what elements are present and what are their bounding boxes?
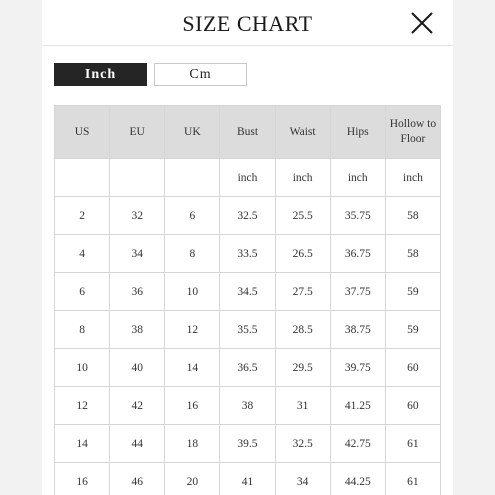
table-row — [55, 273, 441, 311]
unit-cell: inch — [220, 159, 275, 197]
table-row — [55, 197, 441, 235]
table-cell: 46 — [110, 463, 165, 495]
table-cell: 42 — [110, 387, 165, 425]
table-cell: 39.5 — [220, 425, 275, 463]
table-cell: 44.25 — [330, 463, 385, 495]
table-row — [55, 349, 441, 387]
table-cell: 37.75 — [330, 273, 385, 311]
table-cell: 42.75 — [330, 425, 385, 463]
table-cell: 58 — [385, 235, 440, 273]
table-cell: 59 — [385, 273, 440, 311]
table-cell: 16 — [165, 387, 220, 425]
unit-cell: inch — [385, 159, 440, 197]
inch-unit-button[interactable]: Inch — [54, 63, 147, 86]
table-row — [55, 235, 441, 273]
table-cell: 60 — [385, 349, 440, 387]
header-divider — [42, 45, 453, 46]
table-cell: 32.5 — [220, 197, 275, 235]
table-cell: 38 — [220, 387, 275, 425]
table-header-row — [55, 106, 441, 159]
table-cell: 44 — [110, 425, 165, 463]
table-cell: 34.5 — [220, 273, 275, 311]
table-cell: 34 — [110, 235, 165, 273]
table-cell: 20 — [165, 463, 220, 495]
table-cell: 28.5 — [275, 311, 330, 349]
column-header-hollow-to-floor: Hollow to Floor — [385, 106, 440, 159]
table-cell: 12 — [55, 387, 110, 425]
table-cell: 38 — [110, 311, 165, 349]
table-cell: 60 — [385, 387, 440, 425]
table-cell: 14 — [55, 425, 110, 463]
column-header-uk: UK — [165, 106, 220, 159]
table-cell: 14 — [165, 349, 220, 387]
table-cell: 38.75 — [330, 311, 385, 349]
table-cell: 40 — [110, 349, 165, 387]
size-chart-panel — [42, 0, 453, 495]
table-cell: 6 — [55, 273, 110, 311]
table-cell: 31 — [275, 387, 330, 425]
size-table — [54, 105, 441, 495]
table-cell: 26.5 — [275, 235, 330, 273]
page-title: SIZE CHART — [182, 11, 313, 36]
table-cell: 29.5 — [275, 349, 330, 387]
table-cell: 59 — [385, 311, 440, 349]
table-cell: 4 — [55, 235, 110, 273]
table-cell: 33.5 — [220, 235, 275, 273]
table-row — [55, 387, 441, 425]
table-cell: 61 — [385, 463, 440, 495]
column-header-bust: Bust — [220, 106, 275, 159]
table-cell: 36.5 — [220, 349, 275, 387]
table-cell: 34 — [275, 463, 330, 495]
unit-cell — [165, 159, 220, 197]
table-cell: 39.75 — [330, 349, 385, 387]
table-row — [55, 311, 441, 349]
table-cell: 2 — [55, 197, 110, 235]
table-cell: 16 — [55, 463, 110, 495]
column-header-us: US — [55, 106, 110, 159]
close-button[interactable] — [407, 8, 437, 38]
table-cell: 10 — [165, 273, 220, 311]
table-cell: 58 — [385, 197, 440, 235]
table-cell: 35.75 — [330, 197, 385, 235]
table-row — [55, 463, 441, 495]
unit-cell: inch — [275, 159, 330, 197]
table-cell: 6 — [165, 197, 220, 235]
table-cell: 36 — [110, 273, 165, 311]
column-header-hips: Hips — [330, 106, 385, 159]
table-cell: 61 — [385, 425, 440, 463]
table-cell: 32 — [110, 197, 165, 235]
table-cell: 10 — [55, 349, 110, 387]
table-cell: 25.5 — [275, 197, 330, 235]
table-cell: 35.5 — [220, 311, 275, 349]
table-cell: 8 — [165, 235, 220, 273]
table-cell: 32.5 — [275, 425, 330, 463]
table-cell: 41 — [220, 463, 275, 495]
table-cell: 8 — [55, 311, 110, 349]
table-cell: 27.5 — [275, 273, 330, 311]
column-header-eu: EU — [110, 106, 165, 159]
cm-unit-button[interactable]: Cm — [154, 63, 247, 86]
table-cell: 41.25 — [330, 387, 385, 425]
unit-cell — [110, 159, 165, 197]
unit-row — [55, 159, 441, 197]
unit-cell: inch — [330, 159, 385, 197]
table-row — [55, 425, 441, 463]
table-cell: 36.75 — [330, 235, 385, 273]
column-header-waist: Waist — [275, 106, 330, 159]
table-cell: 12 — [165, 311, 220, 349]
unit-cell — [55, 159, 110, 197]
table-cell: 18 — [165, 425, 220, 463]
close-icon — [407, 8, 437, 38]
